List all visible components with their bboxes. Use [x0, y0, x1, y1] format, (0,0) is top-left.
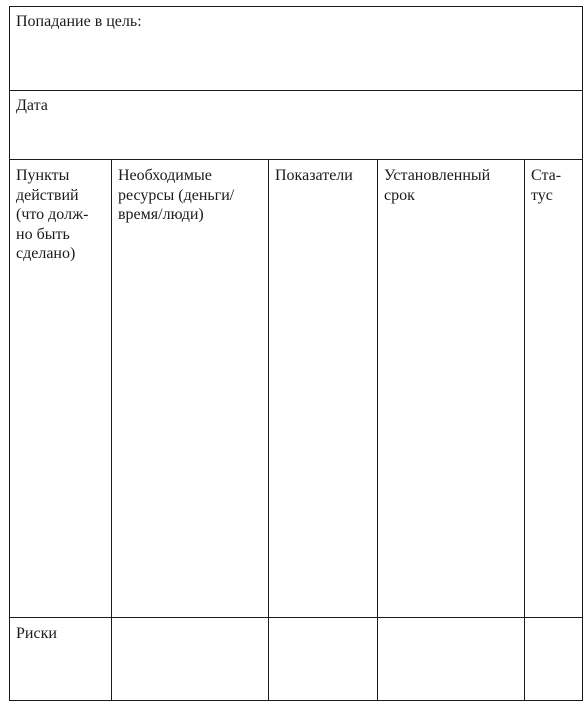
- action-table-body: [10, 160, 582, 618]
- column-header-deadline: Установленный срок: [384, 167, 491, 204]
- risks-resources-cell: [111, 618, 268, 700]
- risks-deadline-cell: [377, 618, 524, 700]
- risks-indicators-cell: [268, 618, 377, 700]
- risks-label-cell: [10, 618, 111, 700]
- column-resources: [111, 160, 268, 617]
- column-indicators: [268, 160, 377, 617]
- date-label: Дата: [16, 97, 48, 114]
- risks-label: Риски: [16, 625, 57, 642]
- action-plan-form: [9, 6, 583, 701]
- column-status: [524, 160, 582, 617]
- date-row: [10, 91, 582, 160]
- column-header-indicators: Показатели: [275, 167, 353, 184]
- risks-status-cell: [524, 618, 582, 700]
- goal-row: [10, 7, 582, 91]
- column-deadline: [377, 160, 524, 617]
- risks-row: [10, 618, 582, 700]
- column-header-resources: Необходимые ресурсы (деньги/ время/люди): [118, 167, 235, 223]
- column-action-items: [10, 160, 111, 617]
- column-header-action-items: Пункты действий (что долж- но быть сделано): [16, 167, 89, 262]
- column-header-status: Ста- тус: [531, 167, 562, 204]
- goal-label: Попадание в цель:: [16, 13, 142, 30]
